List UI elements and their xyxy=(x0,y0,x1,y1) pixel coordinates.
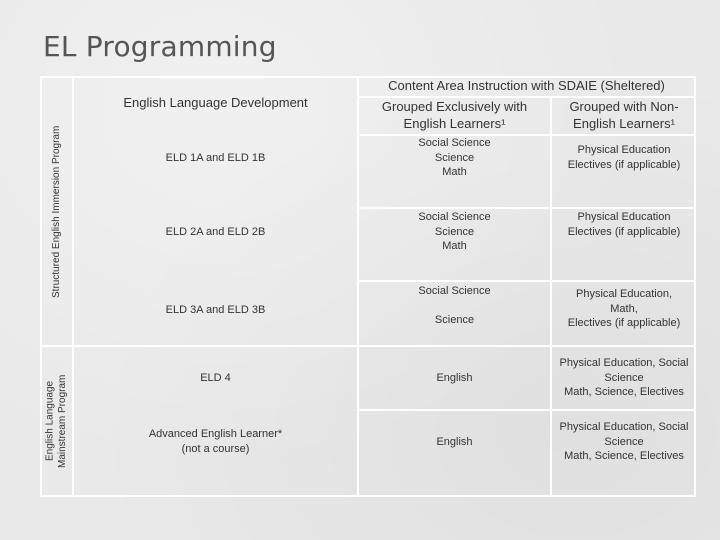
header-content-area: Content Area Instruction with SDAIE (Sheltered) xyxy=(388,78,665,94)
row3-non-el: Physical Education, Math, Electives (if applicable) xyxy=(567,287,681,330)
side-label-mainstream: English Language Mainstream Program xyxy=(44,374,68,468)
row4-non-el: Physical Education, Social Science Math, Science, Electives xyxy=(559,356,689,399)
row2-eld: ELD 2A and ELD 2B xyxy=(165,225,266,238)
row2-exclusive: Social Science Science Math xyxy=(418,210,491,253)
row4-eld: ELD 4 xyxy=(200,371,231,384)
side-label-seip: Structured English Immersion Program xyxy=(50,125,62,298)
row1-non-el: Physical Education Electives (if applicable) xyxy=(567,144,681,171)
row4-exclusive: English xyxy=(436,371,473,384)
row1-exclusive: Social Science Science Math xyxy=(418,136,491,179)
row5-exclusive: English xyxy=(436,435,473,448)
row5-non-el: Physical Education, Social Science Math, Science, Electives xyxy=(559,420,689,463)
divider-row2 xyxy=(357,280,696,282)
row1-eld: ELD 1A and ELD 1B xyxy=(165,151,266,164)
row3-exclusive: Social Science Science xyxy=(418,284,491,327)
header-grouped-exclusive: Grouped Exclusively with English Learners¹ xyxy=(381,99,528,131)
header-grouped-non-el: Grouped with Non- English Learners¹ xyxy=(569,99,679,131)
row2-non-el: Physical Education Electives (if applicable) xyxy=(567,211,681,238)
row3-eld: ELD 3A and ELD 3B xyxy=(165,303,266,316)
row5-eld: Advanced English Learner* (not a course) xyxy=(148,428,283,455)
header-eld: English Language Development xyxy=(123,94,308,110)
slide-title: EL Programming xyxy=(43,30,277,63)
